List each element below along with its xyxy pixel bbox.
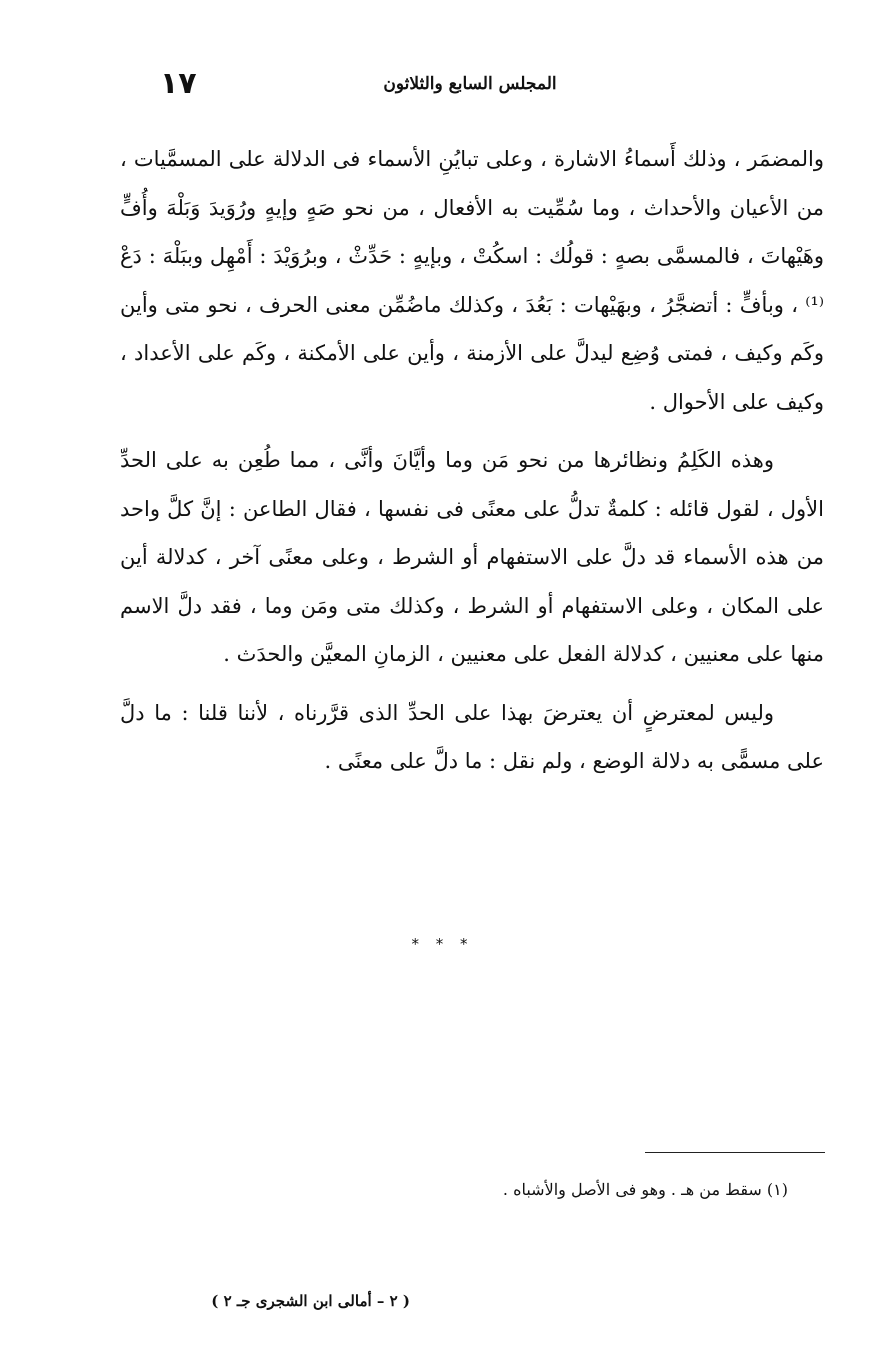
paragraph-1: والمضمَر ، وذلك أَسماءُ الاشارة ، وعلى تبايُنِ الأسماء فى الدلالة على المسمَّيات ، من الأعيان والأحداث ، وما سُمِّيت به الأفعال ، من نحو صَهٍ وإيهٍ ورُوَيدَ وَبَلْهَ وأُفٍّ وهَيْهاتَ ، فالمسمَّى بصهٍ : قولُك : اسكُتْ ، وبإيهٍ : حَدِّثْ ، وبرُوَيْدَ : أَمْهِل وببَلْهَ : دَعْ ⁽¹⁾ ، وبأفٍّ : أتضجَّرُ ، وبهَيْهات : بَعُدَ ، وكذلك ماضُمِّن معنى الحرف ، نحو متى وأين وكَم وكيف ، فمتى وُضِع ليدلَّ على الأزمنة ، وأين على الأمكنة ، وكَم على الأعداد ، وكيف على الأحوال . (120, 147, 824, 414)
running-head (120, 66, 820, 106)
paragraph-2: وهذه الكَلِمُ ونظائرها من نحو مَن وما وأيَّانَ وأنَّى ، مما طُعِن به على الحدِّ الأول ، لقول قائله : كلمةٌ تدلُّ على معنًى فى نفسها ، فقال الطاعن : إنَّ كلَّ واحد من هذه الأسماء قد دلَّ على الاستفهام أو الشرط ، وعلى معنًى آخر ، كدلالة أين على المكان ، وعلى الاستفهام أو الشرط ، وكذلك متى ومَن وما ، فقد دلَّ الاسم منها على معنيين ، كدلالة الفعل على معنيين ، الزمانِ المعيَّن والحدَث . (120, 448, 824, 666)
section-separator: * * * (411, 935, 474, 953)
chapter-title: المجلس السابع والثلاثون (383, 74, 557, 94)
footnote: (١) سقط من هـ . وهو فى الأصل والأشباه . (502, 1180, 788, 1199)
footnote-rule (645, 1152, 825, 1153)
page-number: ١٧ (160, 66, 197, 101)
body-text (120, 135, 824, 786)
signature-mark: ( ٢ – أمالى ابن الشجرى جـ ٢ ) (211, 1292, 410, 1310)
paragraph-3: وليس لمعترضٍ أن يعترضَ بهذا على الحدِّ الذى قرَّرناه ، لأننا قلنا : ما دلَّ على مسمًّى به دلالة الوضع ، ولم نقل : ما دلَّ على معنًى . (120, 700, 824, 773)
